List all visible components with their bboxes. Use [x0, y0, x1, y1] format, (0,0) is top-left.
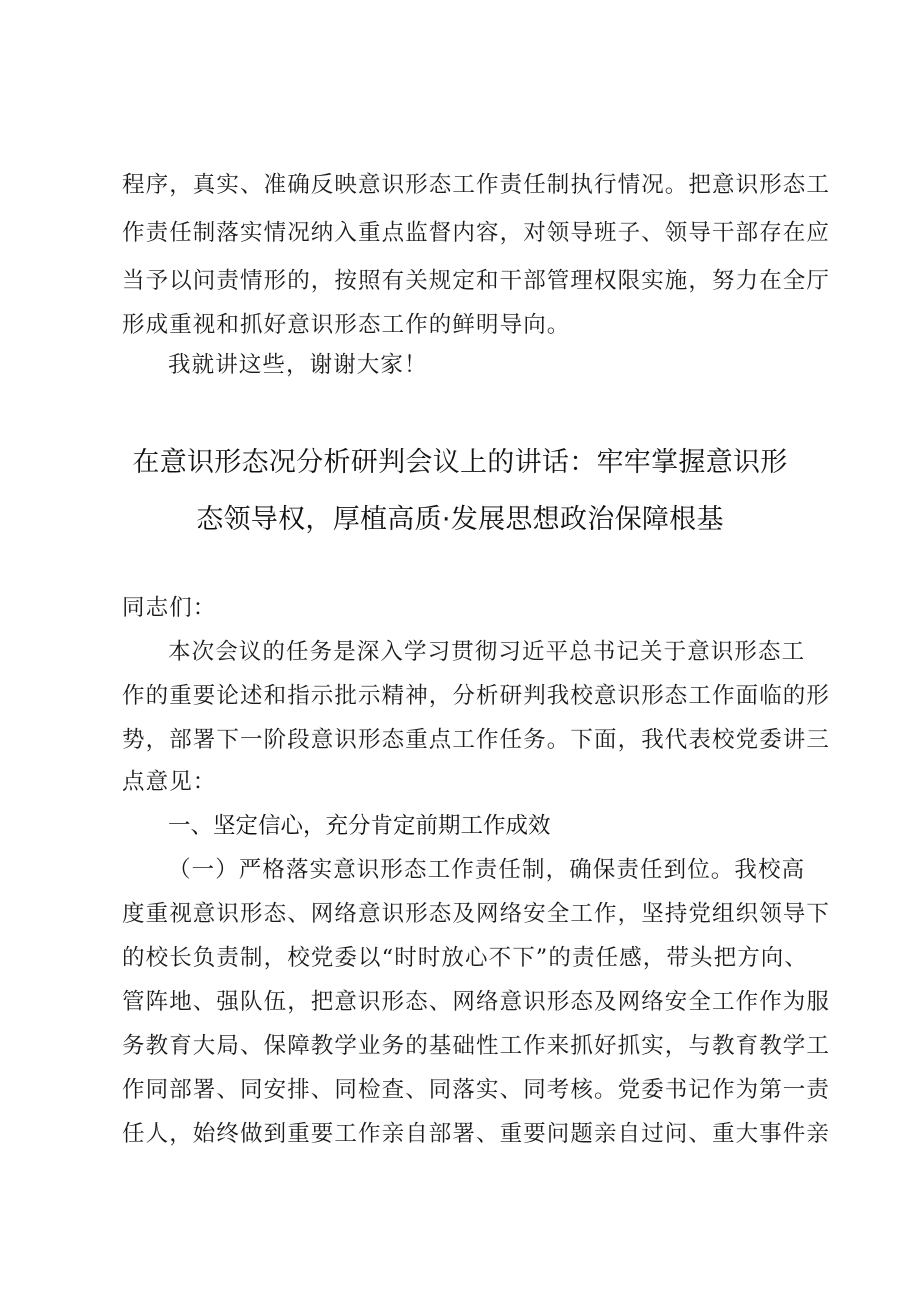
body-text-line: 形成重视和抓好意识形态工作的鲜明导向。 [122, 312, 571, 338]
speech-title-line-1: 在意识形态况分析研判会议上的讲话：牢牢掌握意识形 [132, 447, 788, 478]
body-text-line: 程序，真实、准确反映意识形态工作责任制执行情况。把意识形态工 [122, 172, 831, 198]
closing-remark: 我就讲这些，谢谢大家！ [168, 352, 428, 378]
salutation: 同志们： [122, 595, 217, 621]
body-text-line: 度重视意识形态、网络意识形态及网络安全工作，坚持党组织领导下 [122, 901, 831, 927]
speech-title-line-2: 态领导权，厚植高质·发展思想政治保障根基 [196, 504, 724, 535]
body-text-line: 任人，始终做到重要工作亲自部署、重要问题亲自过问、重大事件亲 [122, 1121, 831, 1147]
body-text-line: 作的重要论述和指示批示精神，分析研判我校意识形态工作面临的形 [122, 683, 831, 709]
body-text-line: 务教育大局、保障教学业务的基础性工作来抓好抓实，与教育教学工 [122, 1033, 831, 1059]
body-text-line: 势，部署下一阶段意识形态重点工作任务。下面，我代表校党委讲三 [122, 727, 831, 753]
body-text-line: 作同部署、同安排、同检查、同落实、同考核。党委书记作为第一责 [122, 1077, 831, 1103]
body-text-line: 作责任制落实情况纳入重点监督内容，对领导班子、领导干部存在应 [122, 220, 831, 246]
body-text-line: 当予以问责情形的，按照有关规定和干部管理权限实施，努力在全厅 [122, 268, 831, 294]
body-text-line: 管阵地、强队伍，把意识形态、网络意识形态及网络安全工作作为服 [122, 989, 831, 1015]
section-heading: 一、坚定信心，充分肯定前期工作成效 [168, 813, 551, 839]
body-text-line: 的校长负责制，校党委以“时时放心不下”的责任感，带头把方向、 [122, 945, 809, 971]
body-text-line: 本次会议的任务是深入学习贯彻习近平总书记关于意识形态工 [168, 639, 806, 665]
body-text-line: （一）严格落实意识形态工作责任制，确保责任到位。我校高 [168, 857, 806, 883]
body-text-line: 点意见： [122, 769, 217, 795]
